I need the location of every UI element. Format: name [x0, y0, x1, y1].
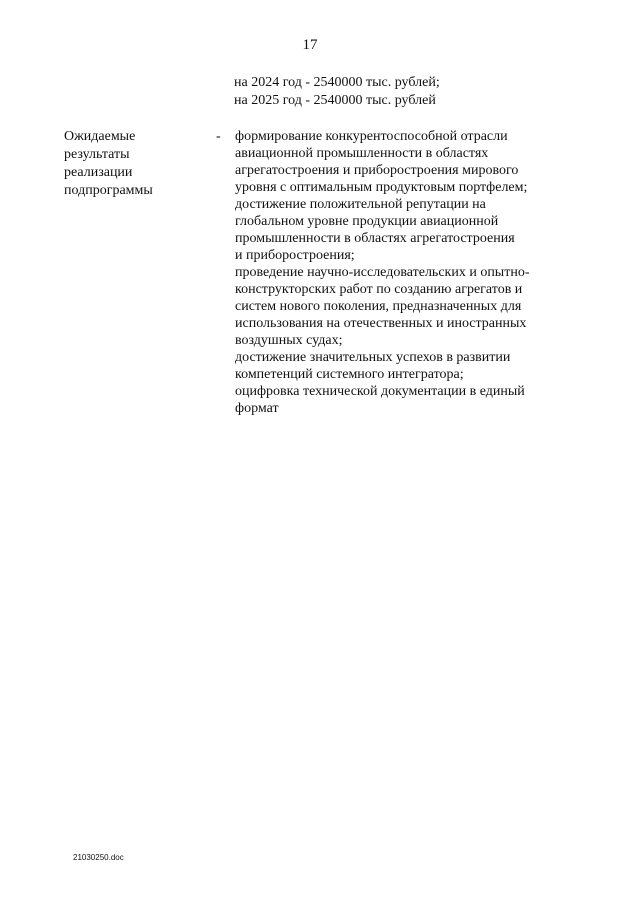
label-line: Ожидаемые: [64, 129, 136, 144]
funding-block: [234, 74, 614, 110]
expected-results-label: [64, 128, 204, 200]
label-line: реализации: [64, 165, 133, 180]
result-line: конструкторских работ по созданию агрегатов и: [235, 282, 523, 297]
result-line: воздушных судах;: [235, 333, 343, 348]
result-line: формат: [235, 401, 279, 416]
result-line: достижение значительных успехов в развитии: [235, 350, 511, 365]
result-line: использования на отечественных и иностранных: [235, 316, 527, 331]
result-line: агрегатостроения и приборостроения мирового: [235, 163, 519, 178]
result-line: и приборостроения;: [235, 248, 355, 263]
result-line: систем нового поколения, предназначенных для: [235, 299, 522, 314]
expected-results-text: [235, 128, 580, 417]
dash-separator: -: [216, 129, 221, 144]
result-line: оцифровка технической документации в единый: [235, 384, 525, 399]
label-line: подпрограммы: [64, 183, 153, 198]
result-line: компетенций системного интегратора;: [235, 367, 464, 382]
footer-filename: 21030250.doc: [73, 853, 124, 862]
result-line: формирование конкурентоспособной отрасли: [235, 129, 508, 144]
result-line: уровня с оптимальным продуктовым портфелем;: [235, 180, 528, 195]
result-line: проведение научно-исследовательских и опытно-: [235, 265, 530, 280]
result-line: достижение положительной репутации на: [235, 197, 486, 212]
page-number: 17: [302, 37, 318, 53]
result-line: авиационной промышленности в областях: [235, 146, 489, 161]
result-line: глобальном уровне продукции авиационной: [235, 214, 499, 229]
funding-line-2024: на 2024 год - 2540000 тыс. рублей;: [234, 75, 440, 90]
funding-line-2025: на 2025 год - 2540000 тыс. рублей: [234, 93, 436, 108]
result-line: промышленности в областях агрегатостроения: [235, 231, 515, 246]
label-line: результаты: [64, 147, 130, 162]
